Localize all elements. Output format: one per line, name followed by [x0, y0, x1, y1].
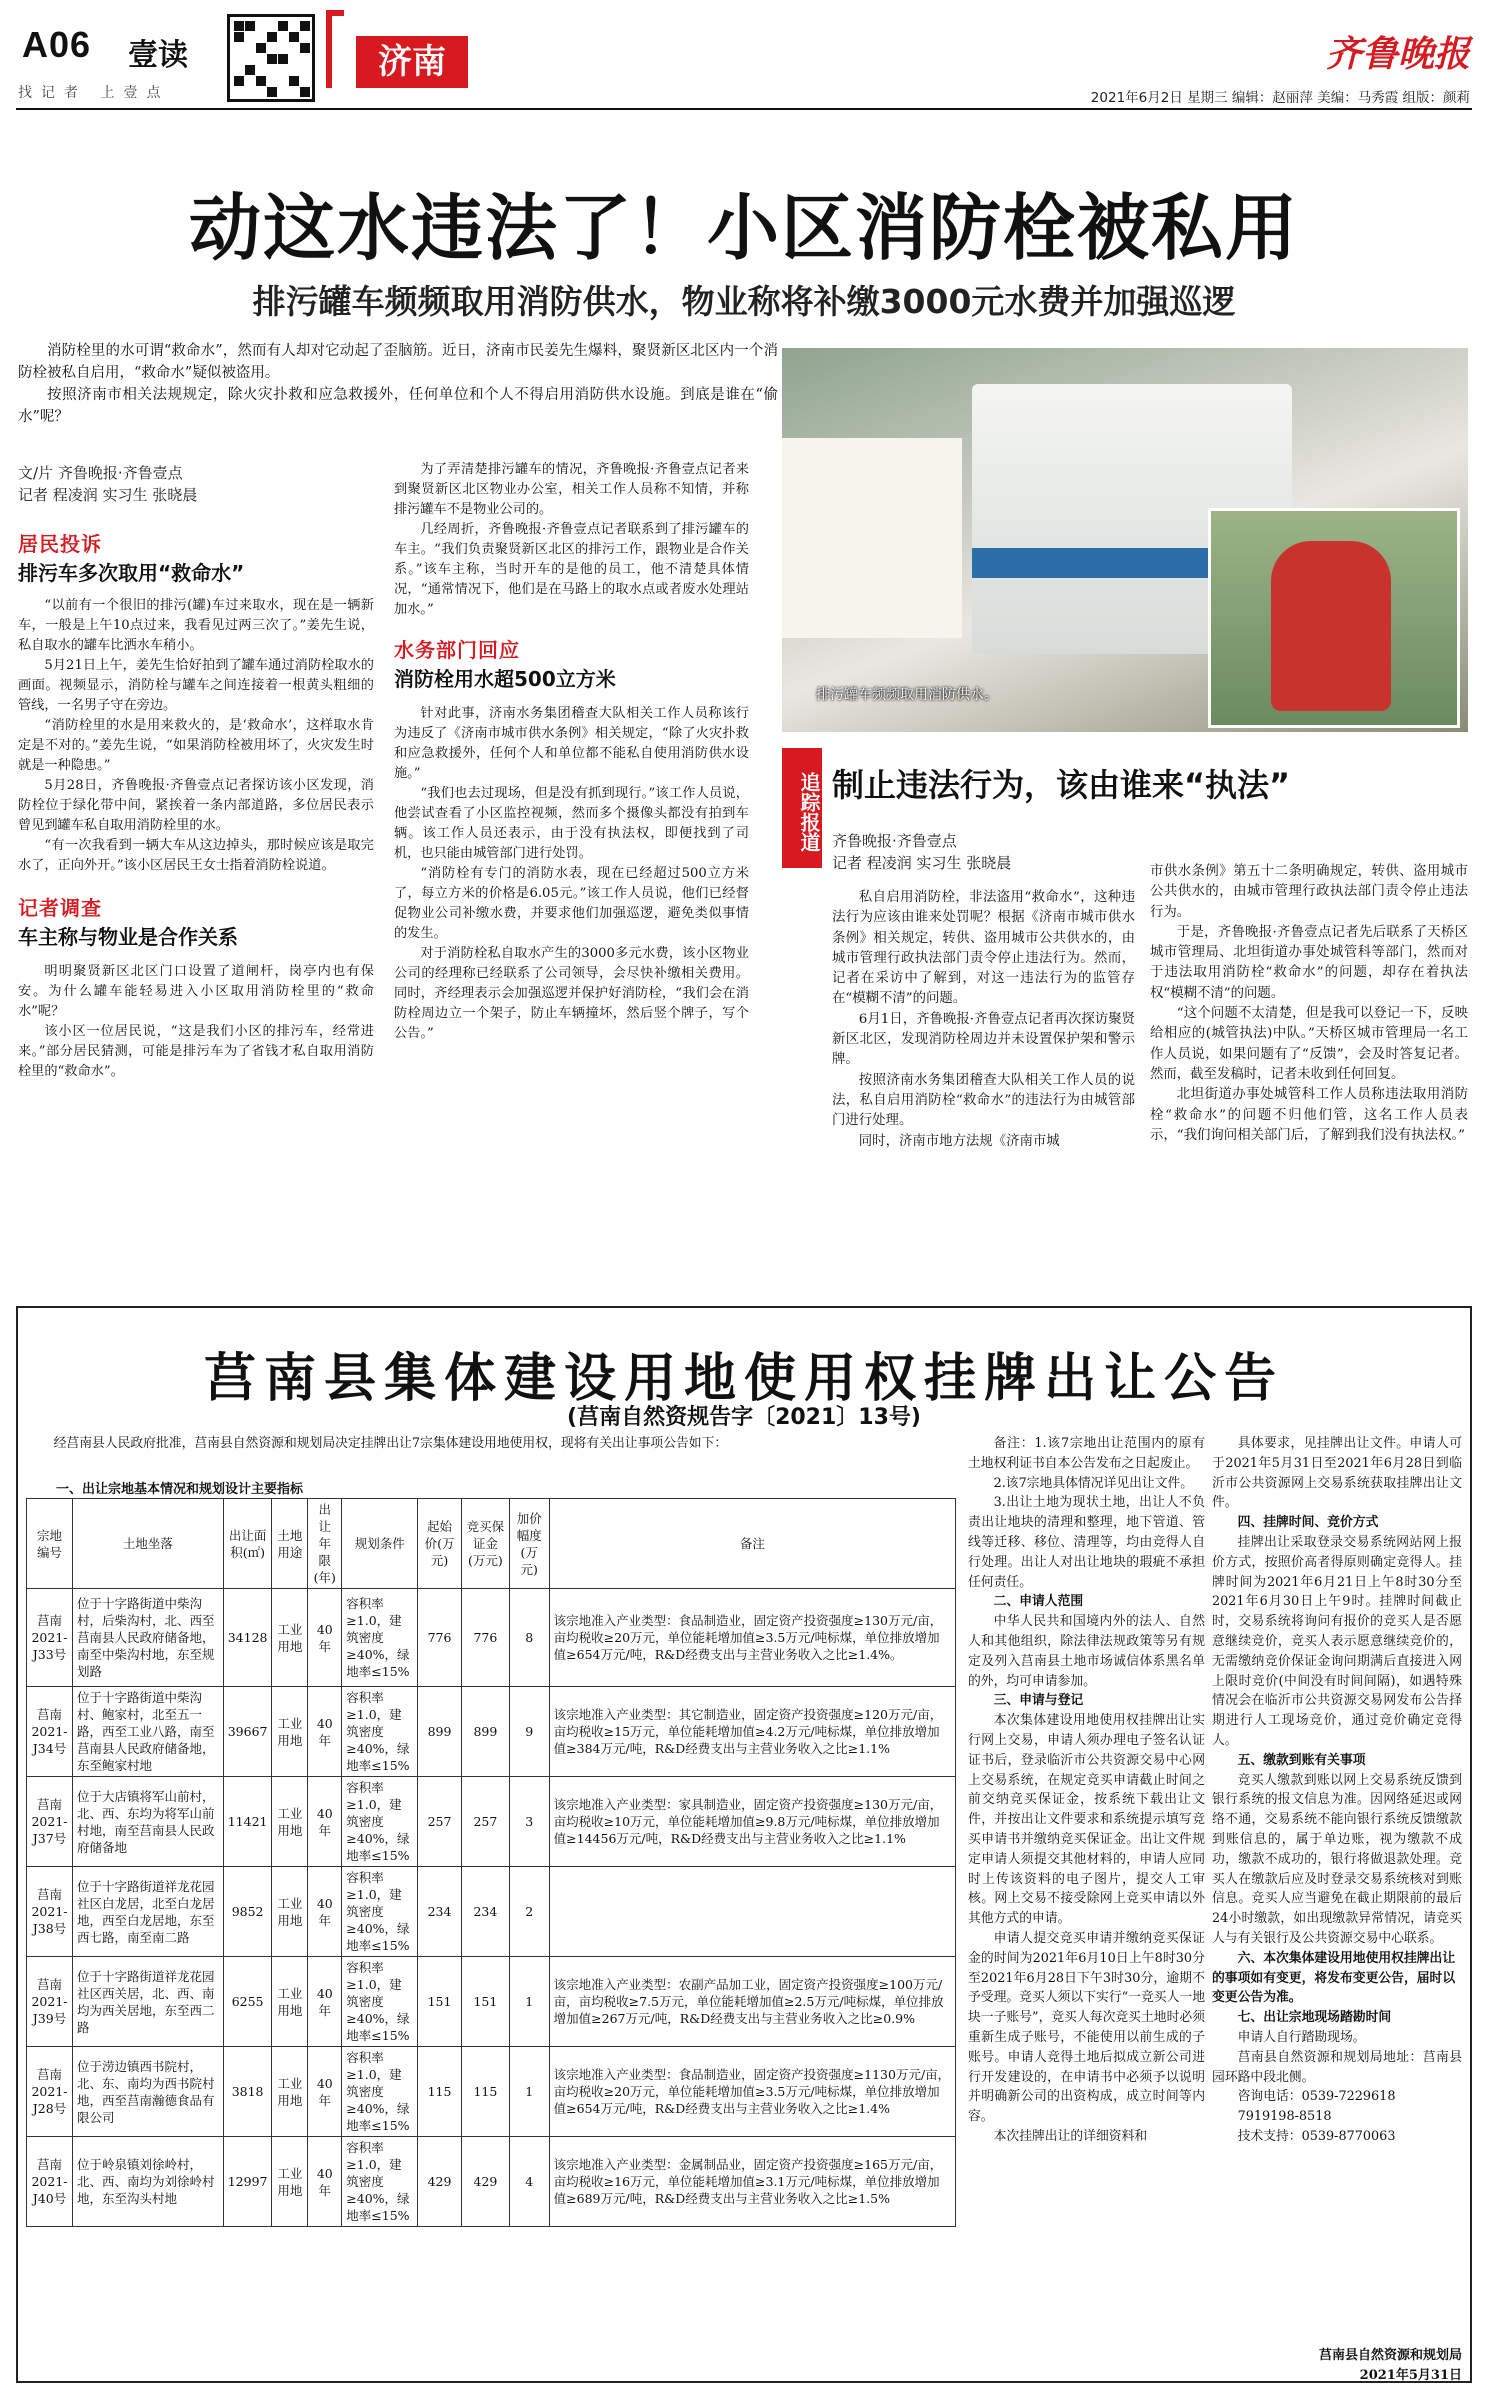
table-header-row	[27, 1499, 956, 1589]
paragraph: 市供水条例》第五十二条明确规定，转供、盗用城市公共供水的，由城市管理行政执法部门责令停止违法行为。	[1150, 864, 1468, 920]
table-cell: 39667	[223, 1687, 272, 1777]
table-cell: 115	[461, 2047, 509, 2137]
table-cell: 容积率≥1.0，建筑密度≥40%，绿地率≤15%	[342, 1957, 418, 2047]
table-cell: 工业用地	[272, 1589, 308, 1687]
section-city-label: 济南	[356, 36, 468, 88]
follow-up-headline: 制止违法行为，该由谁来“执法”	[832, 766, 1291, 804]
headline: 动这水违法了！小区消防栓被私用	[188, 186, 1299, 270]
table-cell: 工业用地	[272, 1687, 308, 1777]
table-caption: 一、出让宗地基本情况和规划设计主要指标	[56, 1482, 304, 1497]
paragraph: 7919198-8518	[1237, 2109, 1332, 2125]
table-cell: 工业用地	[272, 1957, 308, 2047]
table-cell: 位于涝边镇西书院村，北、东、南均为西书院村地，西至莒南瀚德食品有限公司	[72, 2047, 223, 2137]
paragraph: 私自启用消防栓，非法盗用“救命水”，这种违法行为应该由谁来处罚呢？根据《济南市城市供水条例》相关规定，转供、盗用城市公共供水的，由城市管理行政执法部门责令停止违法行为。然而，记者在采访中了解到，对这一违法行为的监管存在“模糊不清”的问题。	[832, 890, 1135, 1007]
paragraph: 2.该7宗地具体情况详见出让文件。	[993, 1475, 1194, 1491]
notice-column-right-1	[968, 1434, 1205, 2147]
column-header: 起始价(万元)	[418, 1499, 462, 1589]
photo-caption: 排污罐车频频取用消防供水。	[816, 687, 998, 703]
table-cell: 莒南2021-J37号	[27, 1777, 73, 1867]
byline: 文/片 齐鲁晚报·齐鲁壹点	[18, 464, 183, 482]
notice-section-heading: 五、缴款到账有关事项	[1237, 1752, 1366, 1768]
lead-paragraph: 消防栓里的水可谓“救命水”，然而有人却对它动起了歪脑筋。近日，济南市民姜先生爆料，聚贤新区北区内一个消防栓被私自启用，“救命水”疑似被盗用。	[18, 343, 778, 381]
table-cell: 429	[461, 2137, 509, 2227]
paragraph: 几经周折，齐鲁晚报·齐鲁壹点记者联系到了排污罐车的车主。“我们负责聚贤新区北区的排污工作，跟物业是合作关系。”该车主称，当时开车的是他的员工，他不清楚具体情况，“通常情况下，他们是在马路上的取水点或者废水处理站加水。”	[394, 522, 749, 617]
section-bracket	[326, 10, 344, 88]
qr-module	[289, 32, 299, 42]
table-cell: 776	[418, 1589, 462, 1687]
paragraph: 该小区一位居民说，“这是我们小区的排污车，经常进来。”部分居民猜测，可能是排污车为了省钱才私自取用消防栓里的“救命水”。	[18, 1024, 374, 1079]
byline: 齐鲁晚报·齐鲁壹点	[832, 832, 957, 850]
paragraph: 申请人提交竞买申请并缴纳竞买保证金的时间为2021年6月10日上午8时30分至2021年6月28日下午3时30分，逾期不予受理。竞买人须以下实行“一竞买人一地块一子账号”，竞买人每次竞买土地时必须重新生成子账号，不能使用以前生成的子账号。申请人竞得土地后拟成立新公司进行开发建设的，在申请书中必须予以说明并明确新公司的出资构成，成立时间等内容。	[968, 1930, 1205, 2125]
paragraph: 6月1日，齐鲁晚报·齐鲁壹点记者再次探访聚贤新区北区，发现消防栓周边并未设置保护架和警示牌。	[832, 1011, 1135, 1068]
table-cell: 1	[509, 2047, 549, 2137]
photo-sheet	[782, 438, 962, 638]
table-cell: 该宗地准入产业类型：食品制造业，固定资产投资强度≥130万元/亩，亩均税收≥20万元，单位能耗增加值≥3.5万元/吨标煤，单位排放增加值≥654万元/吨，R&D经费支出与主营业务收入之比≥1.4%。	[549, 1589, 955, 1687]
table-cell: 3	[509, 1777, 549, 1867]
table-cell: 1	[509, 1957, 549, 2047]
column-header: 出让年限(年)	[308, 1499, 342, 1589]
table-cell: 位于十字路街道祥龙花园社区西关居，北、西、南均为西关居地，东至西二路	[72, 1957, 223, 2047]
qr-module	[256, 43, 266, 53]
table-row	[27, 1957, 956, 2047]
table-cell: 莒南2021-J28号	[27, 2047, 73, 2137]
paragraph: 咨询电话：0539-7229618	[1237, 2089, 1396, 2105]
header-rule	[16, 108, 1472, 110]
byline: 记者 程凌润 实习生 张晓晨	[832, 854, 1012, 872]
hydrant-icon	[1271, 541, 1391, 711]
table-cell: 工业用地	[272, 1777, 308, 1867]
notice-section-heading: 三、申请与登记	[993, 1693, 1084, 1709]
paragraph: “以前有一个很旧的排污(罐)车过来取水，现在是一辆新车，一般是上午10点过来，我看见过两三次了。”姜先生说，私自取水的罐车比洒水车稍小。	[18, 598, 374, 653]
qr-module	[278, 54, 288, 64]
table-cell: 776	[461, 1589, 509, 1687]
table-cell: 莒南2021-J40号	[27, 2137, 73, 2227]
paragraph: 备注：1.该7宗地出让范围内的原有土地权利证书自本公告发布之日起废止。	[968, 1436, 1205, 1471]
qr-module	[289, 76, 299, 86]
follow-up-column-2	[1150, 862, 1468, 1146]
table-cell: 容积率≥1.0，建筑密度≥40%，绿地率≤15%	[342, 1687, 418, 1777]
paragraph: 经莒南县人民政府批准，莒南县自然资源和规划局决定挂牌出让7宗集体建设用地使用权，现将有关出让事项公告如下：	[53, 1436, 728, 1451]
table-row	[27, 2137, 956, 2227]
table-cell: 115	[418, 2047, 462, 2137]
notice-section-heading: 六、本次集体建设用地使用权挂牌出让的事项如有变更，将发布变更公告，届时以变更公告为准。	[1212, 1950, 1456, 2006]
follow-up-column-1	[832, 830, 1135, 1152]
paragraph: 5月28日，齐鲁晚报·齐鲁壹点记者探访该小区发现，消防栓位于绿化带中间，紧挨着一条内部道路，多位居民表示曾见到罐车私自取用消防栓里的水。	[18, 778, 374, 833]
paragraph: 对于消防栓私自取水产生的3000多元水费，该小区物业公司的经理称已经联系了公司领导，会尽快补缴相关费用。同时，齐经理表示会加强巡逻并保护好消防栓，“我们会在消防栓周边立一个架子，防止车辆撞坏，然后竖个牌子，写个公告。”	[394, 946, 749, 1041]
paragraph: 莒南县自然资源和规划局地址：莒南县园环路中段北侧。	[1212, 2049, 1462, 2085]
table-row	[27, 1687, 956, 1777]
table-row	[27, 1777, 956, 1867]
table-cell: 容积率≥1.0，建筑密度≥40%，绿地率≤15%	[342, 1867, 418, 1957]
table-cell: 899	[418, 1687, 462, 1777]
paragraph: 具体要求，见挂牌出让文件。申请人可于2021年5月31日至2021年6月28日到临沂市公共资源网上交易系统获取挂牌出让文件。	[1212, 1436, 1462, 1511]
table-cell: 莒南2021-J34号	[27, 1687, 73, 1777]
parcel-table-wrap	[26, 1498, 956, 2227]
table-cell: 位于岭泉镇刘徐岭村，北、西、南均为刘徐岭村地，东至沟头村地	[72, 2137, 223, 2227]
lead-paragraph: 按照济南市相关法规规定，除火灾扑救和应急救援外，任何单位和个人不得启用消防供水设施。到底是谁在“偷水”呢？	[18, 387, 778, 425]
qr-module	[234, 32, 244, 42]
table-cell: 151	[461, 1957, 509, 2047]
paragraph: 针对此事，济南水务集团稽查大队相关工作人员称该行为违反了《济南市城市供水条例》相关规定，“除了火灾扑救和应急救援外，任何个人和单位都不能私自使用消防供水设施。”	[394, 706, 749, 781]
section-tag: 记者调查	[18, 896, 102, 920]
table-cell: 234	[418, 1867, 462, 1957]
paragraph: 竞买人缴款到账以网上交易系统反馈到银行系统的报文信息为准。因网络延迟或网络不通，交易系统不能向银行系统反馈缴款到账信息的，属于单边账，视为缴款不成功，缴款不成功的，银行将做退款处理。竞买人在缴款后应及时登录交易系统核对到账信息。竞买人应当避免在截止期限前的最后24小时缴款，如出现缴款异常情况，请竞买人与有关银行及公共资源交易中心联系。	[1212, 1772, 1462, 1946]
column-header: 宗地编号	[27, 1499, 73, 1589]
table-cell: 该宗地准入产业类型：其它制造业，固定资产投资强度≥120万元/亩，亩均税收≥15万元，单位能耗增加值≥4.2万元/吨标煤，单位排放增加值≥384万元/吨，R&D经费支出与主营业务收入之比≥1.1%	[549, 1687, 955, 1777]
table-cell: 9852	[223, 1867, 272, 1957]
notice-column-right-2	[1212, 1434, 1462, 2147]
paragraph: 技术支持：0539-8770063	[1237, 2128, 1396, 2144]
table-row	[27, 2047, 956, 2137]
column-name: 壹读	[128, 38, 188, 73]
table-cell: 4	[509, 2137, 549, 2227]
paragraph: “这个问题不太清楚，但是我可以登记一下，反映给相应的(城管执法)中队。”天桥区城市管理局一名工作人员说，如果问题有了“反馈”，会及时答复记者。然而，截至发稿时，记者未收到任何回复。	[1150, 1006, 1468, 1082]
table-row	[27, 1589, 956, 1687]
paragraph: 3.出让土地为现状土地，出让人不负责出让地块的清理和整理，地下管道、管线等迁移、移位、清理等，均由竞得人自行处理。出让人对出让地块的瑕疵不承担任何责任。	[968, 1495, 1205, 1590]
paragraph: 北坦街道办事处城管科工作人员称违法取用消防栓“救命水”的问题不归他们管，这名工作人员表示，“我们询问相关部门后，了解到我们没有执法权。”	[1150, 1087, 1468, 1143]
table-cell: 莒南2021-J39号	[27, 1957, 73, 2047]
table-cell: 莒南2021-J38号	[27, 1867, 73, 1957]
qr-module	[267, 32, 277, 42]
edition-line: 2021年6月2日 星期三 编辑：赵丽萍 美编：马秀霞 组版：颜莉	[1090, 90, 1470, 106]
table-cell: 257	[461, 1777, 509, 1867]
paragraph: “消防栓里的水是用来救火的，是‘救命水’，这样取水肯定是不对的。”姜先生说，“如果消防栓被用坏了，火灾发生时就是一种隐患。”	[18, 718, 374, 773]
notice-title: 莒南县集体建设用地使用权挂牌出让公告	[203, 1349, 1284, 1409]
section-heading: 消防栓用水超500立方米	[394, 667, 616, 691]
paragraph: 同时，济南市地方法规《济南市城	[858, 1133, 1060, 1149]
notice-section-heading: 四、挂牌时间、竞价方式	[1237, 1515, 1379, 1531]
table-cell: 8	[509, 1589, 549, 1687]
paragraph: 申请人自行踏勘现场。	[1237, 2029, 1366, 2045]
table-cell: 莒南2021-J33号	[27, 1589, 73, 1687]
table-cell: 2	[509, 1867, 549, 1957]
paragraph: 挂牌出让采取登录交易系统网站网上报价方式，按照价高者得原则确定竞得人。挂牌时间为2021年6月21日上午8时30分至2021年6月30日上午9时。挂牌时间截止时，交易系统将询问有报价的竞买人是否愿意继续竞价，竞买人表示愿意继续竞价的，无需缴纳竞价保证金询问期满后直接进入网上限时竞价(中间没有时间间隔)，如遇特殊情况会在临沂市公共资源交易网发布公告择期进行人工现场竞价，通过竞价确定竞得人。	[1212, 1534, 1462, 1748]
section-tag: 居民投诉	[18, 532, 102, 556]
news-photo	[782, 348, 1468, 732]
table-cell: 40年	[308, 1589, 342, 1687]
table-cell	[549, 1867, 955, 1957]
qr-module	[300, 43, 310, 53]
table-cell: 9	[509, 1687, 549, 1777]
table-cell: 该宗地准入产业类型：食品制造业，固定资产投资强度≥1130万元/亩，亩均税收≥20万元，单位能耗增加值≥3.5万元/吨标煤，单位排放增加值≥654万元/吨，R&D经费支出与主营业务收入之比≥1.4%	[549, 2047, 955, 2137]
table-cell: 位于大店镇将军山前村，北、西、东均为将军山前村地，南至莒南县人民政府储备地	[72, 1777, 223, 1867]
table-cell: 40年	[308, 2047, 342, 2137]
section-tag: 水务部门回应	[394, 638, 520, 662]
qr-module	[256, 76, 266, 86]
parcel-table	[26, 1498, 956, 2227]
column-header: 出让面积(㎡)	[223, 1499, 272, 1589]
issuing-authority: 莒南县自然资源和规划局	[1318, 2348, 1462, 2363]
paragraph: 本次集体建设用地使用权挂牌出让实行网上交易，申请人须办理电子签名认证证书后，登录临沂市公共资源交易中心网上交易系统，在规定竞买申请截止时间之前交纳竞买保证金，按系统下载出让文件，并按出让文件要求和系统提示填写竞买申请书并缴纳竞买保证金。出让文件规定申请人须提交其他材料的，申请人应同时上传该资料的电子图片，提交人工审核。网上交易不接受除网上竞买申请以外其他方式的申请。	[968, 1713, 1205, 1927]
follow-up-tag: 追踪报道	[782, 748, 822, 868]
column-header: 竞买保证金(万元)	[461, 1499, 509, 1589]
table-cell: 11421	[223, 1777, 272, 1867]
table-cell: 位于十字路街道中柴沟村、鲍家村，北至五一路，西至工业八路，南至莒南县人民政府储备地，东至鲍家村地	[72, 1687, 223, 1777]
column-header: 土地用途	[272, 1499, 308, 1589]
byline: 记者 程凌润 实习生 张晓晨	[18, 486, 198, 504]
notice-section-heading: 二、申请人范围	[993, 1594, 1084, 1610]
masthead-logo: 齐鲁晚报	[1325, 33, 1470, 75]
qr-module	[245, 65, 255, 75]
table-cell: 容积率≥1.0，建筑密度≥40%，绿地率≤15%	[342, 2047, 418, 2137]
table-cell: 容积率≥1.0，建筑密度≥40%，绿地率≤15%	[342, 1589, 418, 1687]
table-cell: 位于十字路街道中柴沟村，后柴沟村，北、西至莒南县人民政府储备地，南至中柴沟村地，东至规划路	[72, 1589, 223, 1687]
table-cell: 234	[461, 1867, 509, 1957]
qr-module	[234, 21, 244, 31]
issue-date: 2021年5月31日	[1359, 2368, 1462, 2383]
paragraph: 5月21日上午，姜先生恰好拍到了罐车通过消防栓取水的画面。视频显示，消防栓与罐车之间连接着一根黄头粗细的管线，一名男子守在旁边。	[18, 658, 374, 713]
paragraph: “消防栓有专门的消防水表，现在已经超过500立方米了，每立方米的价格是6.05元。”该工作人员说，他们已经督促物业公司补缴水费，并要求他们加强巡逻，避免类似事情的发生。	[394, 866, 749, 941]
qr-module	[278, 21, 288, 31]
table-cell: 12997	[223, 2137, 272, 2227]
article-column-2	[394, 460, 749, 1044]
article-column-1	[18, 462, 374, 1082]
table-cell: 257	[418, 1777, 462, 1867]
qr-module	[234, 76, 244, 86]
table-cell: 该宗地准入产业类型：金属制品业，固定资产投资强度≥165万元/亩，亩均税收≥16万元，单位能耗增加值≥3.1万元/吨标煤，单位排放增加值≥689万元/吨，R&D经费支出与主营业务收入之比≥1.5%	[549, 2137, 955, 2227]
table-cell: 容积率≥1.0，建筑密度≥40%，绿地率≤15%	[342, 2137, 418, 2227]
table-cell: 429	[418, 2137, 462, 2227]
column-header: 备注	[549, 1499, 955, 1589]
paragraph: 于是，齐鲁晚报·齐鲁壹点记者先后联系了天桥区城市管理局、北坦街道办事处城管科等部门，然而对于违法取用消防栓“救命水”的问题，却存在着执法权“模糊不清”的问题。	[1150, 924, 1468, 1001]
page-number: A06	[22, 24, 92, 65]
table-cell: 40年	[308, 1687, 342, 1777]
table-row	[27, 1867, 956, 1957]
tagline: 找记者 上壹点	[18, 85, 170, 101]
paragraph: 明明聚贤新区北区门口设置了道闸杆，岗亭内也有保安。为什么罐车能轻易进入小区取用消防栓里的“救命水”呢？	[18, 964, 374, 1019]
table-cell: 该宗地准入产业类型：农副产品加工业，固定资产投资强度≥100万元/亩，亩均税收≥7.5万元，单位能耗增加值≥2.5万元/吨标煤，单位排放增加值≥267万元/吨，R&D经费支出与主营业务收入之比≥0.9%	[549, 1957, 955, 2047]
qr-module	[300, 87, 310, 97]
qr-code-icon	[227, 14, 315, 102]
notice-number: (莒南自然资规告字〔2021〕13号)	[567, 1405, 921, 1430]
section-heading: 排污车多次取用“救命水”	[18, 561, 245, 585]
column-header: 加价幅度(万元)	[509, 1499, 549, 1589]
column-header: 规划条件	[342, 1499, 418, 1589]
table-cell: 151	[418, 1957, 462, 2047]
section-heading: 车主称与物业是合作关系	[18, 925, 238, 949]
article-lead	[18, 340, 778, 428]
table-cell: 34128	[223, 1589, 272, 1687]
table-cell: 40年	[308, 1777, 342, 1867]
qr-module	[245, 21, 255, 31]
qr-module	[267, 87, 277, 97]
subheadline: 排污罐车频频取用消防供水，物业称将补缴3000元水费并加强巡逻	[252, 282, 1236, 321]
table-cell: 40年	[308, 2137, 342, 2227]
paragraph: 本次挂牌出让的详细资料和	[993, 2128, 1148, 2144]
paragraph: 中华人民共和国境内外的法人、自然人和其他组织，除法律法规政策等另有规定及列入莒南县土地市场诚信体系黑名单的外，均可申请参加。	[968, 1614, 1205, 1689]
column-header: 土地坐落	[72, 1499, 223, 1589]
paragraph: “我们也去过现场，但是没有抓到现行。”该工作人员说，他尝试查看了小区监控视频，然而多个摄像头都没有拍到车辆。该工作人员还表示，由于没有执法权，即便找到了司机，也只能由城管部门进行处罚。	[394, 786, 749, 861]
table-cell: 40年	[308, 1867, 342, 1957]
qr-module	[300, 21, 310, 31]
table-cell: 3818	[223, 2047, 272, 2137]
table-cell: 40年	[308, 1957, 342, 2047]
table-cell: 工业用地	[272, 2137, 308, 2227]
table-cell: 工业用地	[272, 1867, 308, 1957]
table-cell: 工业用地	[272, 2047, 308, 2137]
table-cell: 899	[461, 1687, 509, 1777]
qr-module	[267, 54, 277, 64]
table-cell: 容积率≥1.0，建筑密度≥40%，绿地率≤15%	[342, 1777, 418, 1867]
photo-inset-hydrant	[1208, 508, 1460, 728]
table-cell: 6255	[223, 1957, 272, 2047]
table-cell: 位于十字路街道祥龙花园社区白龙居，北至白龙居地，西至白龙居地，东至西七路，南至南二路	[72, 1867, 223, 1957]
paragraph: 为了弄清楚排污罐车的情况，齐鲁晚报·齐鲁壹点记者来到聚贤新区北区物业办公室，相关工作人员称不知情，并称排污罐车不是物业公司的。	[394, 462, 749, 517]
paragraph: 按照济南水务集团稽查大队相关工作人员的说法，私自启用消防栓“救命水”的违法行为由城管部门进行处理。	[832, 1072, 1135, 1129]
notice-signature	[1212, 2346, 1462, 2386]
paragraph: “有一次我看到一辆大车从这边掉头，那时候应该是取完水了，正向外开。”该小区居民王女士指着消防栓说道。	[18, 838, 374, 873]
notice-intro	[28, 1434, 958, 1454]
table-cell: 该宗地准入产业类型：家具制造业，固定资产投资强度≥130万元/亩，亩均税收≥10万元，单位能耗增加值≥9.8万元/吨标煤，单位排放增加值≥14456万元/吨，R&D经费支出与主营业务收入之比≥1.1%	[549, 1777, 955, 1867]
notice-section-heading: 七、出让宗地现场踏勘时间	[1237, 2010, 1392, 2026]
